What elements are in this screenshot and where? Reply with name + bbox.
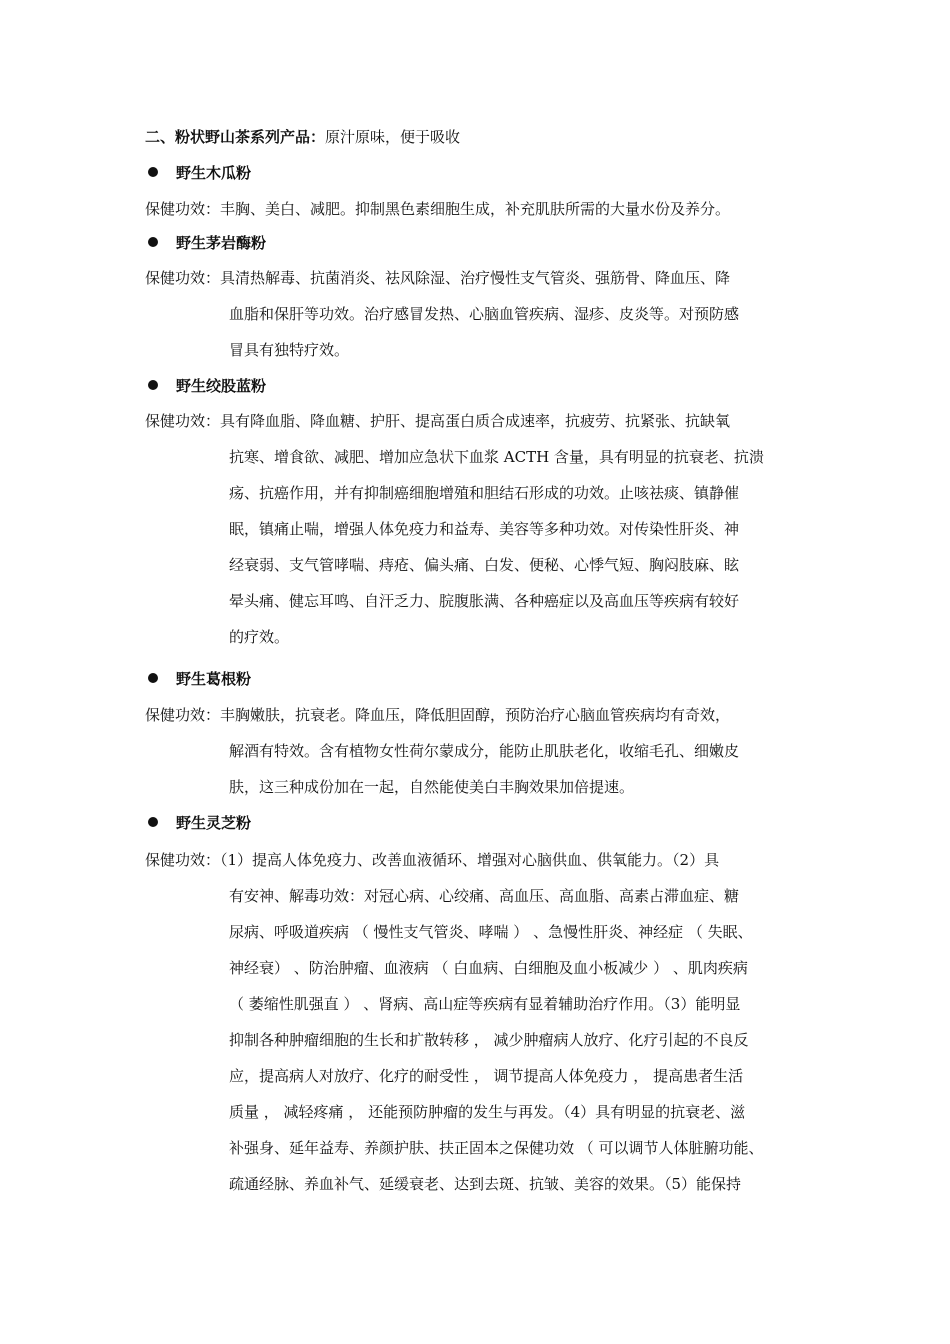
effect-line: 解酒有特效。含有植物女性荷尔蒙成分，能防止肌肤老化，收缩毛孔、细嫩皮 (229, 742, 740, 760)
effect-line: 眠，镇痛止喘，增强人体免疫力和益寿、美容等多种功效。对传染性肝炎、神 (229, 520, 740, 538)
effect-line: 质量 ， 减轻疼痛 ， 还能预防肿瘤的发生与再发。（4）具有明显的抗衰老、滋 (229, 1103, 746, 1121)
effect-line: （ 萎缩性肌强直 ） 、肾病、高山症等疾病有显着辅助治疗作用。（3）能明显 (229, 995, 741, 1013)
effect-line: 疡、抗癌作用，并有抑制癌细胞增殖和胆结石形成的功效。止咳祛痰、镇静催 (229, 484, 740, 502)
effect-line: 神经衰） 、防治肿瘤、血液病 （ 白血病、白细胞及血小板减少 ） 、肌肉疾病 (229, 959, 748, 977)
product-heading (145, 375, 266, 397)
bullet-icon (148, 237, 158, 247)
product-heading (145, 162, 251, 184)
product-heading (145, 232, 266, 254)
effect-line: 保健功效：（1）提高人体免疫力、改善血液循环、增强对心脑供血、供氧能力。（2）具 (145, 851, 720, 869)
effect-line: 有安神、解毒功效：对冠心病、心绞痛、高血压、高血脂、高素占滞血症、糖 (229, 887, 740, 905)
effect-line: 保健功效：具清热解毒、抗菌消炎、祛风除湿、治疗慢性支气管炎、强筋骨、降血压、降 (145, 269, 731, 287)
effect-line: 抗寒、增食欲、减肥、增加应急状下血浆 ACTH 含量，具有明显的抗衰老、抗溃 (229, 448, 764, 466)
effect-line: 保健功效：丰胸嫩肤，抗衰老。降血压，降低胆固醇，预防治疗心脑血管疾病均有奇效， (145, 706, 731, 724)
effect-line: 抑制各种肿瘤细胞的生长和扩散转移 ， 减少肿瘤病人放疗、化疗引起的不良反 (229, 1031, 749, 1049)
product-name: 野生木瓜粉 (176, 164, 252, 182)
product-name: 野生茅岩酶粉 (176, 234, 267, 252)
effect-line: 尿病、呼吸道疾病 （ 慢性支气管炎、哮喘 ） 、急慢性肝炎、神经症 （ 失眠、 (229, 923, 753, 941)
bullet-icon (148, 380, 158, 390)
effect-line: 冒具有独特疗效。 (229, 341, 350, 359)
product-effect (145, 410, 825, 648)
effect-line: 保健功效：具有降血脂、降血糖、护肝、提高蛋白质合成速率，抗疲劳、抗紧张、抗缺氧 (145, 412, 731, 430)
product-name: 野生葛根粉 (176, 670, 252, 688)
effect-line: 疏通经脉、养血补气、延缓衰老、达到去斑、抗皱、美容的效果。（5）能保持 (229, 1175, 742, 1193)
bullet-icon (148, 673, 158, 683)
section-heading (145, 126, 460, 148)
product-effect (145, 267, 825, 361)
effect-line: 晕头痛、健忘耳鸣、自汗乏力、脘腹胀满、各种癌症以及高血压等疾病有较好 (229, 592, 740, 610)
effect-line: 肤，这三种成份加在一起，自然能使美白丰胸效果加倍提速。 (229, 778, 635, 796)
effect-line: 的疗效。 (229, 628, 290, 646)
effect-line: 血脂和保肝等功效。治疗感冒发热、心脑血管疾病、湿疹、皮炎等。对预防感 (229, 305, 740, 323)
product-effect (145, 704, 825, 798)
product-effect (145, 849, 825, 1195)
product-name: 野生绞股蓝粉 (176, 377, 267, 395)
section-title-rest: 原汁原味，便于吸收 (325, 128, 461, 146)
product-heading (145, 812, 251, 834)
bullet-icon (148, 167, 158, 177)
effect-line: 保健功效：丰胸、美白、减肥。抑制黑色素细胞生成，补充肌肤所需的大量水份及养分。 (145, 200, 731, 218)
product-name: 野生灵芝粉 (176, 814, 252, 832)
product-effect (145, 198, 825, 220)
effect-line: 经衰弱、支气管哮喘、痔疮、偏头痛、白发、便秘、心悸气短、胸闷肢麻、眩 (229, 556, 740, 574)
effect-line: 补强身、延年益寿、养颜护肤、扶正固本之保健功效 （ 可以调节人体脏腑功能、 (229, 1139, 764, 1157)
bullet-icon (148, 817, 158, 827)
product-heading (145, 668, 251, 690)
section-title-bold: 二、粉状野山茶系列产品： (145, 128, 326, 146)
effect-line: 应，提高病人对放疗、化疗的耐受性 ， 调节提高人体免疫力 ， 提高患者生活 (229, 1067, 744, 1085)
